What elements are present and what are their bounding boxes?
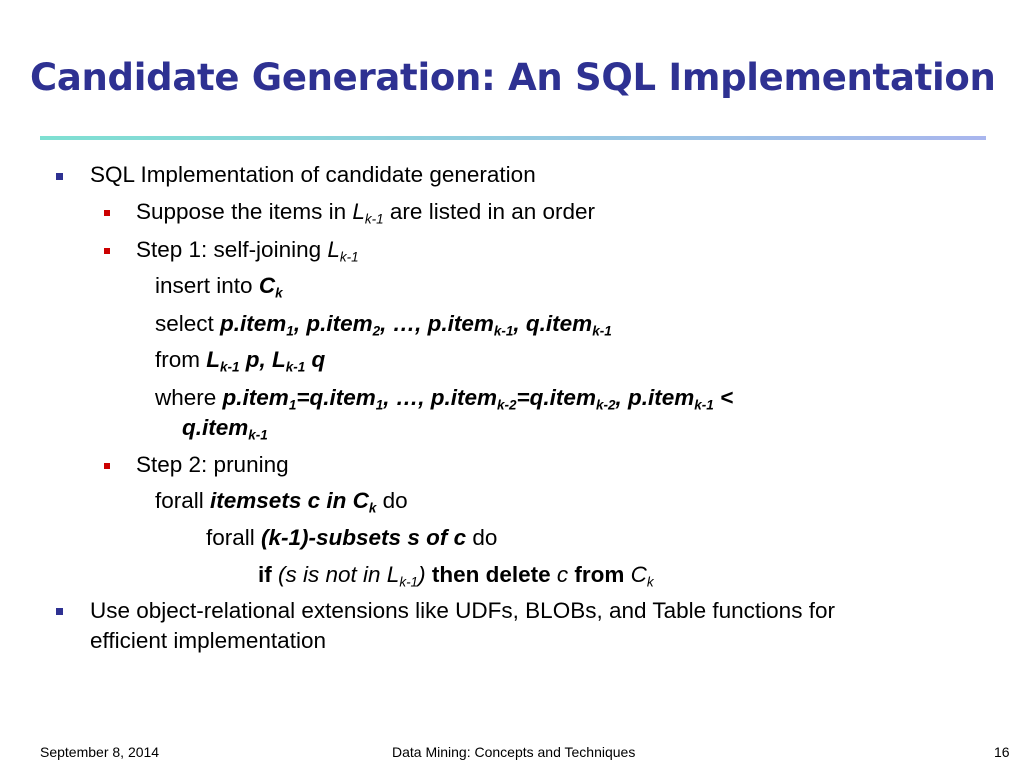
footer-date: September 8, 2014 <box>40 744 160 760</box>
sub-bullet-square-icon <box>104 463 110 469</box>
sql-select-line: select p.item$_1$, p.item$_2$, …, p.item$_{k-1}$, q.item$_{k-1}$ <box>155 311 612 339</box>
title-divider <box>40 136 986 140</box>
sub-bullet-square-icon <box>104 210 110 216</box>
sql-where-line: where p.item$_1$=q.item$_1$, …, p.item$_{k-2}$=q.item$_{k-2}$, p.item$_{k-1}$ < <box>155 385 734 413</box>
bullet-object-relational-cont: efficient implementation <box>90 628 326 653</box>
bullet-square-icon <box>56 173 63 180</box>
sql-where-continuation: q.item$_{k-1}$ <box>182 415 268 443</box>
forall-subsets-line: forall (k-1)-subsets s of c do <box>206 525 498 550</box>
bullet-object-relational: Use object-relational extensions like UDFs, BLOBs, and Table functions for <box>90 598 835 623</box>
sql-from-line: from $L_{k-1}$ p, $L_{k-1}$ q <box>155 347 326 375</box>
slide-title: Candidate Generation: An SQL Implementation <box>30 56 996 99</box>
if-delete-line: if (s is not in $L_{k-1}$) then delete c from $C_k$ <box>258 562 654 590</box>
sub-bullet-step2: Step 2: pruning <box>136 452 289 477</box>
sub-bullet-square-icon <box>104 248 110 254</box>
sub-bullet-step1: Step 1: self-joining $L_{k-1}$ <box>136 237 359 265</box>
footer-title: Data Mining: Concepts and Techniques <box>392 744 636 760</box>
footer-page-number: 16 <box>994 744 1010 760</box>
sub-bullet-items-ordered: Suppose the items in $L_{k-1}$ are listed in an order <box>136 199 596 227</box>
sql-insert-line: insert into $C_k$ <box>155 273 283 301</box>
forall-itemsets-line: forall itemsets c in $C_k$ do <box>155 488 408 516</box>
bullet-square-icon <box>56 608 63 615</box>
bullet-sql-implementation: SQL Implementation of candidate generation <box>90 162 536 187</box>
